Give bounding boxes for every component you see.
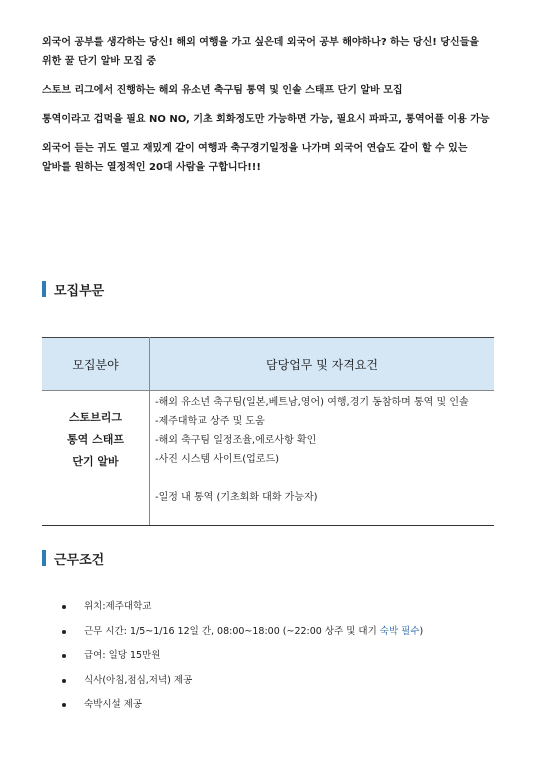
intro-paragraph-3: 통역이라고 겁먹을 필요 NO NO, 기초 회화정도만 가능하면 가능, 필요시 파파고, 통역어플 이용 가능 — [42, 114, 490, 125]
intro-paragraph-4: 외국어 듣는 귀도 열고 재밌게 같이 여행과 축구경기일정을 나가며 외국어 연습도 같이 할 수 있는 알바를 원하는 열정적인 20대 사람을 구합니다!!! — [42, 143, 468, 173]
list-item — [62, 698, 423, 723]
field-line: 스토브리그 — [68, 411, 123, 424]
duty-item: -사진 시스템 사이트(업로드) — [155, 454, 280, 465]
table-row — [42, 391, 494, 526]
duties-cell — [150, 391, 495, 526]
header-field: 모집분야 — [42, 338, 150, 391]
recruitment-table — [42, 337, 494, 526]
list-item — [62, 600, 423, 625]
condition-pay: 급여: 일당 15만원 — [84, 650, 161, 661]
list-item — [62, 625, 423, 650]
duty-item: -해외 유소년 축구팀(일본,베트남,영어) 여행,경기 동참하며 통역 및 인솔 — [155, 397, 469, 408]
condition-lodging: 숙박시설 제공 — [84, 699, 143, 710]
condition-hours-emphasis: 숙박 필수 — [379, 625, 420, 637]
bullet-icon — [62, 605, 66, 609]
bullet-icon — [62, 654, 66, 658]
condition-hours-end: ) — [419, 625, 424, 637]
intro-paragraph-1: 외국어 공부를 생각하는 당신! 해외 여행을 가고 싶은데 외국어 공부 해야하나? 하는 당신! 당신들을 위한 꿀 단기 알바 모집 중 — [42, 37, 479, 67]
list-item — [62, 649, 423, 674]
field-cell — [42, 391, 150, 526]
table-header-row — [42, 338, 494, 391]
intro-text — [42, 33, 497, 187]
heading-accent-bar — [42, 281, 46, 297]
bullet-icon — [62, 703, 66, 707]
section-title: 근무조건 — [54, 552, 105, 568]
section-heading-conditions — [42, 548, 104, 568]
duty-item: -해외 축구팀 일정조율,에로사항 확인 — [155, 435, 317, 446]
conditions-list — [62, 600, 423, 723]
duty-item: -제주대학교 상주 및 도움 — [155, 416, 265, 427]
section-title: 모집부문 — [54, 283, 105, 299]
condition-hours: 근무 시간: 1/5~1/16 12일 간, 08:00~18:00 (~22:00 상주 및 대기 — [84, 625, 380, 637]
bullet-icon — [62, 679, 66, 683]
condition-location: 위치:제주대학교 — [84, 601, 152, 612]
section-heading-recruitment — [42, 279, 104, 299]
bullet-icon — [62, 630, 66, 634]
duty-spacer — [155, 469, 488, 488]
header-duties: 담당업무 및 자격요건 — [150, 338, 495, 391]
field-line: 통역 스태프 — [67, 433, 124, 446]
heading-accent-bar — [42, 550, 46, 566]
duty-item: -일정 내 통역 (기초회화 대화 가능자) — [155, 492, 318, 503]
condition-meals: 식사(아침,점심,저녁) 제공 — [84, 674, 193, 686]
field-line: 단기 알바 — [72, 455, 119, 468]
intro-paragraph-2: 스토브 리그에서 진행하는 해외 유소년 축구팀 통역 및 인솔 스태프 단기 알바 모집 — [42, 85, 403, 96]
list-item — [62, 674, 423, 699]
